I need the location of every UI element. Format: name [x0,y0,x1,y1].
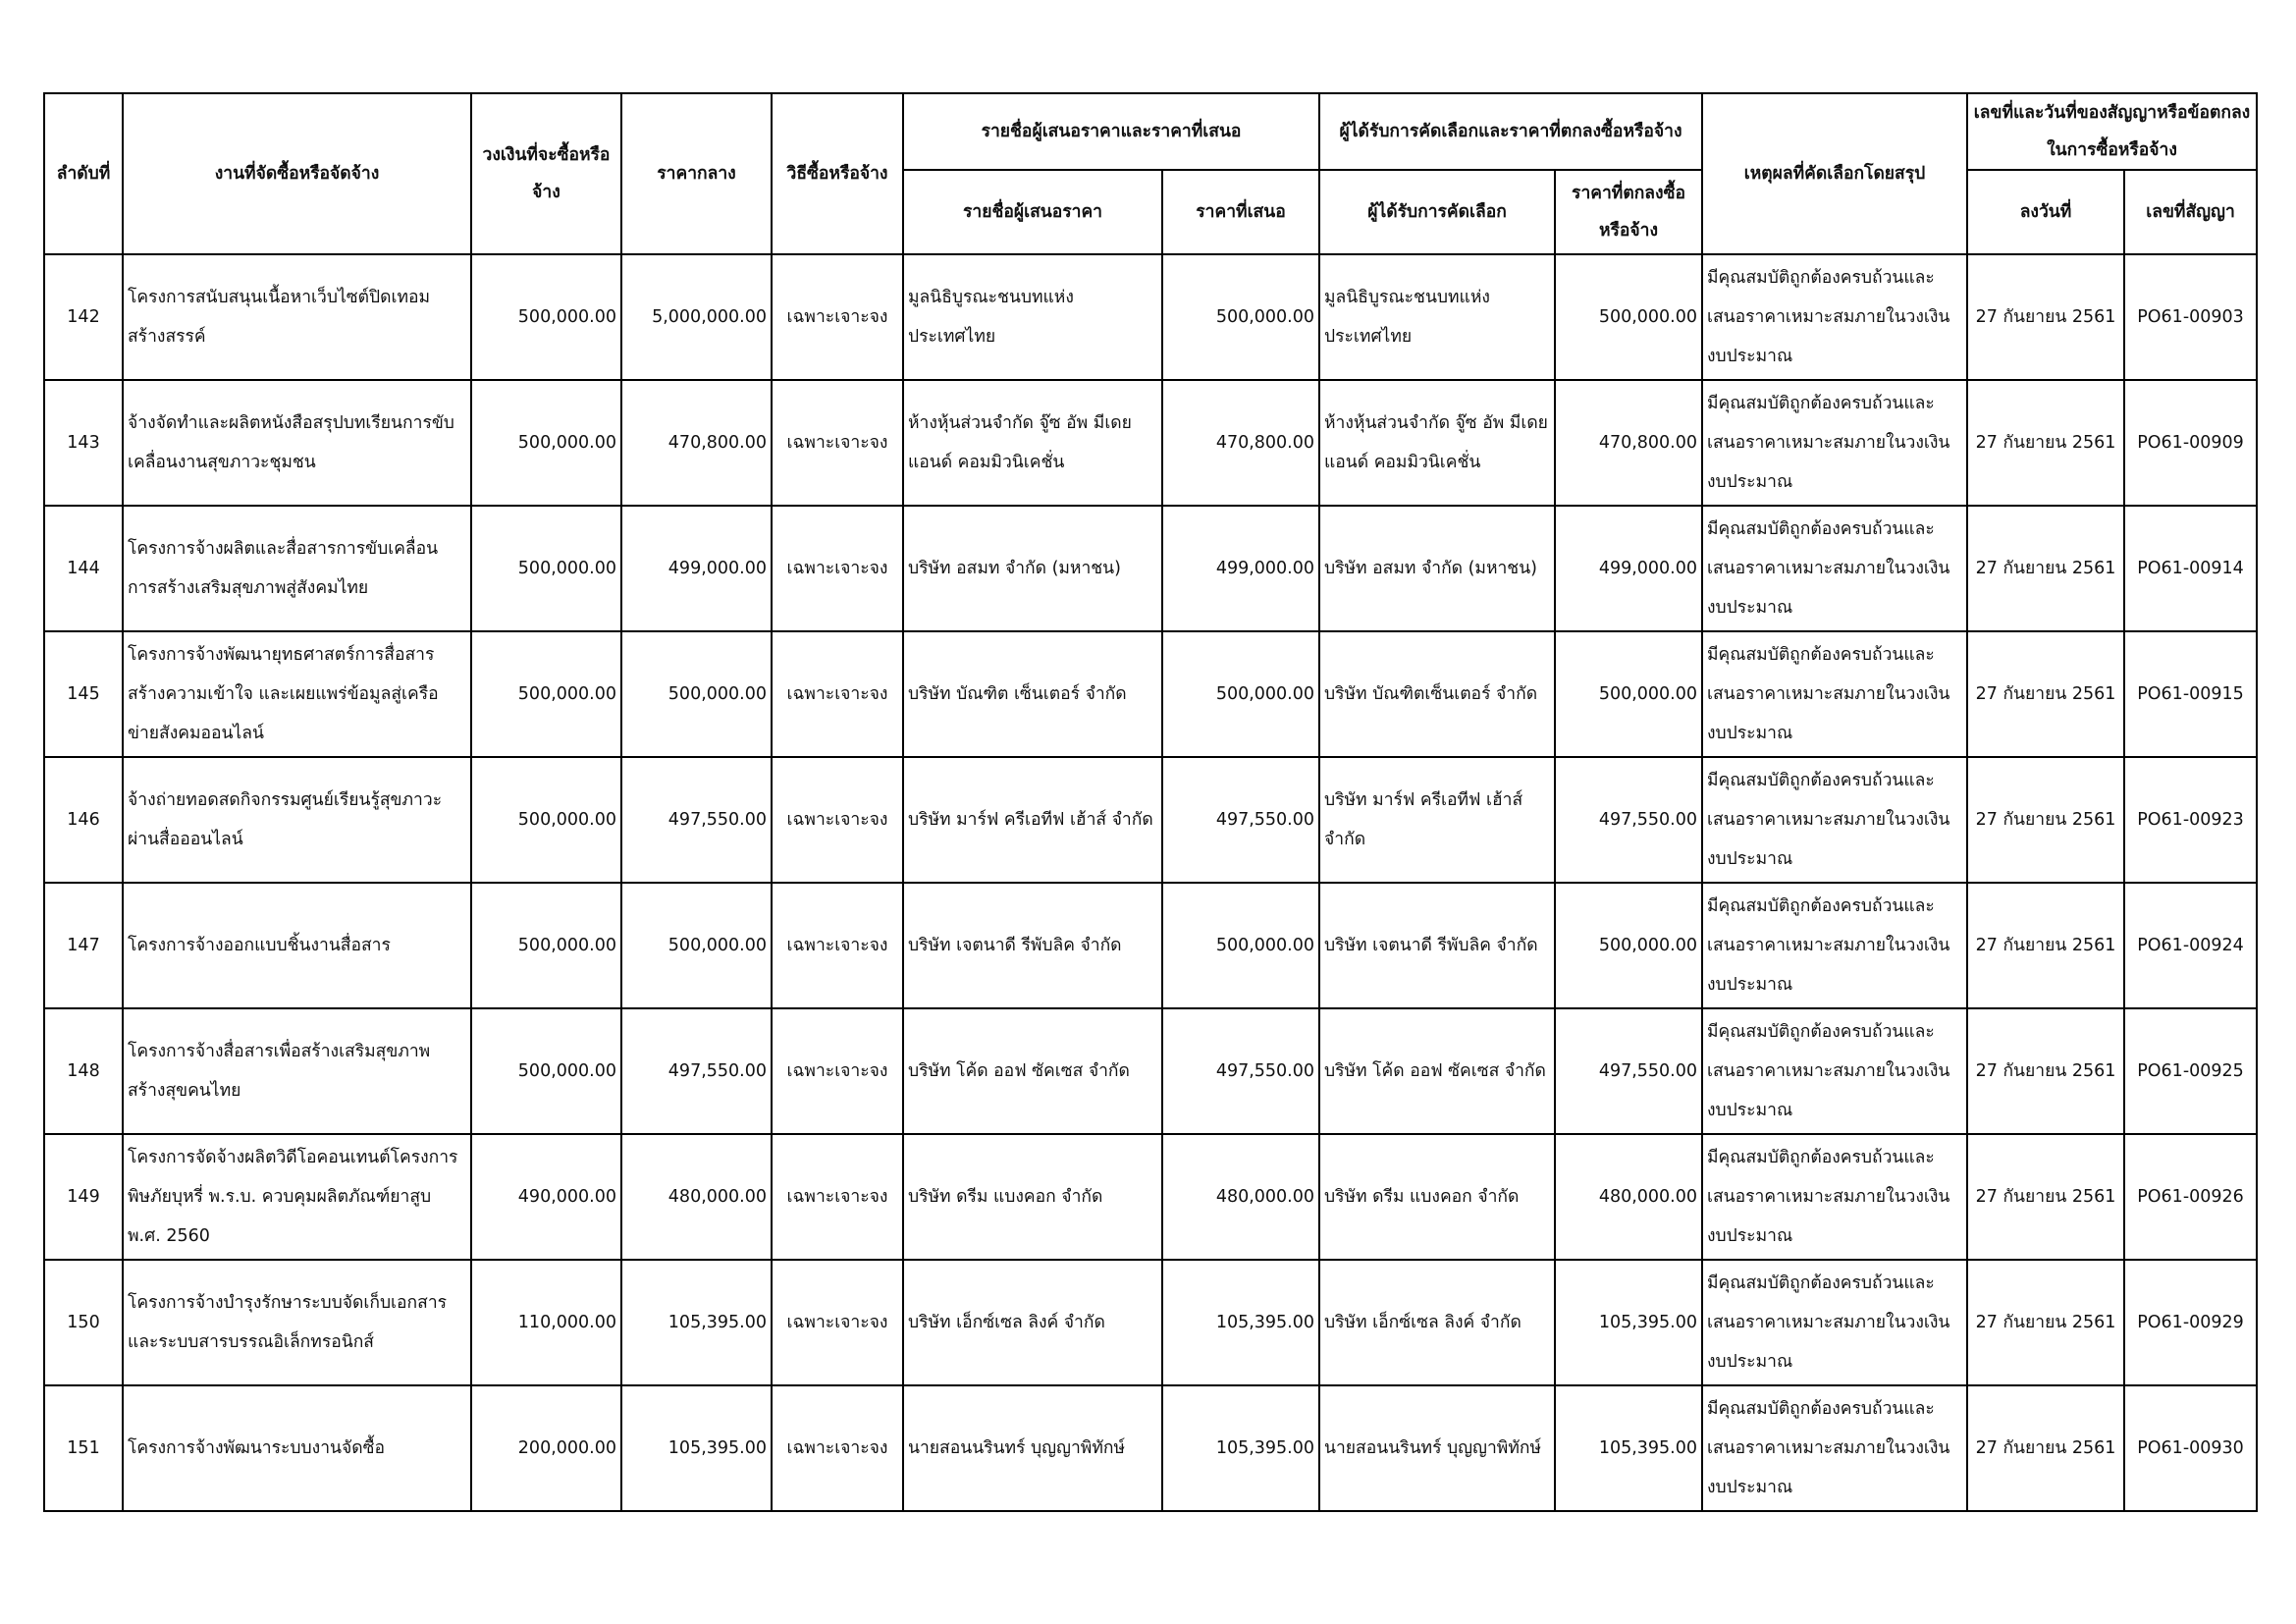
row-budget: 490,000.00 [471,1134,621,1260]
row-agreed-price: 500,000.00 [1555,254,1702,380]
row-work: จ้างถ่ายทอดสดกิจกรรมศูนย์เรียนรู้สุขภาวะผ่านสื่อออนไลน์ [123,757,471,883]
row-date: 27 กันยายน 2561 [1967,1134,2124,1260]
row-reason: มีคุณสมบัติถูกต้องครบถ้วนและเสนอราคาเหมาะสมภายในวงเงินงบประมาณ [1702,1134,1967,1260]
table-row [44,1008,2257,1134]
row-bidder: บริษัท เจตนาดี รีพับลิค จำกัด [903,883,1162,1008]
row-budget: 500,000.00 [471,506,621,631]
row-contract-no: PO61-00915 [2124,631,2257,757]
row-method: เฉพาะเจาะจง [772,883,903,1008]
row-date: 27 กันยายน 2561 [1967,1385,2124,1511]
table-row [44,254,2257,380]
table-row [44,883,2257,1008]
table-row [44,1385,2257,1511]
row-contract-no: PO61-00903 [2124,254,2257,380]
row-reason: มีคุณสมบัติถูกต้องครบถ้วนและเสนอราคาเหมาะสมภายในวงเงินงบประมาณ [1702,883,1967,1008]
row-no: 147 [44,883,123,1008]
row-bidder: บริษัท มาร์ฟ ครีเอทีฟ เฮ้าส์ จำกัด [903,757,1162,883]
procurement-table [43,92,2258,1512]
row-bid-price: 497,550.00 [1162,757,1319,883]
row-contract-no: PO61-00914 [2124,506,2257,631]
row-agreed-price: 480,000.00 [1555,1134,1702,1260]
row-date: 27 กันยายน 2561 [1967,1008,2124,1134]
row-work: โครงการจัดจ้างผลิตวิดีโอคอนเทนต์โครงการพิษภัยบุหรี่ พ.ร.บ. ควบคุมผลิตภัณฑ์ยาสูบ พ.ศ. 2560 [123,1134,471,1260]
row-reason: มีคุณสมบัติถูกต้องครบถ้วนและเสนอราคาเหมาะสมภายในวงเงินงบประมาณ [1702,380,1967,506]
row-agreed-price: 470,800.00 [1555,380,1702,506]
row-no: 150 [44,1260,123,1385]
header-method: วิธีซื้อหรือจ้าง [772,93,903,254]
row-bidder: บริษัท บัณฑิต เซ็นเตอร์ จำกัด [903,631,1162,757]
row-agreed-price: 499,000.00 [1555,506,1702,631]
row-reason: มีคุณสมบัติถูกต้องครบถ้วนและเสนอราคาเหมาะสมภายในวงเงินงบประมาณ [1702,631,1967,757]
row-method: เฉพาะเจาะจง [772,1134,903,1260]
row-budget: 110,000.00 [471,1260,621,1385]
row-agreed-price: 500,000.00 [1555,631,1702,757]
row-method: เฉพาะเจาะจง [772,631,903,757]
header-contract-group: เลขที่และวันที่ของสัญญาหรือข้อตกลงในการซื้อหรือจ้าง [1967,93,2257,170]
row-selected: บริษัท เจตนาดี รีพับลิค จำกัด [1319,883,1555,1008]
row-date: 27 กันยายน 2561 [1967,757,2124,883]
row-median-price: 105,395.00 [621,1260,772,1385]
header-bid-price: ราคาที่เสนอ [1162,170,1319,254]
table-header [44,93,2257,254]
table-row [44,631,2257,757]
header-contract-no: เลขที่สัญญา [2124,170,2257,254]
row-method: เฉพาะเจาะจง [772,254,903,380]
row-no: 146 [44,757,123,883]
row-reason: มีคุณสมบัติถูกต้องครบถ้วนและเสนอราคาเหมาะสมภายในวงเงินงบประมาณ [1702,1008,1967,1134]
row-bidder: ห้างหุ้นส่วนจำกัด จู๊ซ อัพ มีเดย แอนด์ คอมมิวนิเคชั่น [903,380,1162,506]
row-no: 142 [44,254,123,380]
row-no: 145 [44,631,123,757]
row-date: 27 กันยายน 2561 [1967,254,2124,380]
row-method: เฉพาะเจาะจง [772,757,903,883]
row-no: 144 [44,506,123,631]
row-median-price: 497,550.00 [621,1008,772,1134]
table-row [44,380,2257,506]
row-work: จ้างจัดทำและผลิตหนังสือสรุปบทเรียนการขับเคลื่อนงานสุขภาวะชุมชน [123,380,471,506]
row-budget: 500,000.00 [471,1008,621,1134]
header-agreed-price: ราคาที่ตกลงซื้อหรือจ้าง [1555,170,1702,254]
table-row [44,757,2257,883]
row-agreed-price: 497,550.00 [1555,1008,1702,1134]
row-selected: บริษัท โค้ด ออฟ ซัคเซส จำกัด [1319,1008,1555,1134]
row-bid-price: 499,000.00 [1162,506,1319,631]
table-row [44,1134,2257,1260]
row-median-price: 480,000.00 [621,1134,772,1260]
header-bidders-group: รายชื่อผู้เสนอราคาและราคาที่เสนอ [903,93,1319,170]
header-date: ลงวันที่ [1967,170,2124,254]
row-bid-price: 470,800.00 [1162,380,1319,506]
row-contract-no: PO61-00924 [2124,883,2257,1008]
row-bidder: มูลนิธิบูรณะชนบทแห่งประเทศไทย [903,254,1162,380]
row-selected: บริษัท ดรีม แบงคอก จำกัด [1319,1134,1555,1260]
row-reason: มีคุณสมบัติถูกต้องครบถ้วนและเสนอราคาเหมาะสมภายในวงเงินงบประมาณ [1702,757,1967,883]
row-selected: นายสอนนรินทร์ บุญญาพิทักษ์ [1319,1385,1555,1511]
procurement-table-container [43,92,2256,1512]
header-bidder-name: รายชื่อผู้เสนอราคา [903,170,1162,254]
row-bid-price: 105,395.00 [1162,1260,1319,1385]
row-work: โครงการจ้างผลิตและสื่อสารการขับเคลื่อนการสร้างเสริมสุขภาพสู่สังคมไทย [123,506,471,631]
header-work: งานที่จัดซื้อหรือจัดจ้าง [123,93,471,254]
row-budget: 500,000.00 [471,757,621,883]
row-selected: ห้างหุ้นส่วนจำกัด จู๊ซ อัพ มีเดย แอนด์ คอมมิวนิเคชั่น [1319,380,1555,506]
row-work: โครงการจ้างออกแบบชิ้นงานสื่อสาร [123,883,471,1008]
row-work: โครงการสนับสนุนเนื้อหาเว็บไซต์ปิดเทอมสร้างสรรค์ [123,254,471,380]
row-work: โครงการจ้างบำรุงรักษาระบบจัดเก็บเอกสารและระบบสารบรรณอิเล็กทรอนิกส์ [123,1260,471,1385]
row-bid-price: 480,000.00 [1162,1134,1319,1260]
row-median-price: 105,395.00 [621,1385,772,1511]
row-contract-no: PO61-00923 [2124,757,2257,883]
row-bidder: บริษัท อสมท จำกัด (มหาชน) [903,506,1162,631]
row-bid-price: 500,000.00 [1162,254,1319,380]
row-bid-price: 497,550.00 [1162,1008,1319,1134]
row-agreed-price: 497,550.00 [1555,757,1702,883]
header-reason: เหตุผลที่คัดเลือกโดยสรุป [1702,93,1967,254]
table-row [44,1260,2257,1385]
row-method: เฉพาะเจาะจง [772,1260,903,1385]
row-budget: 500,000.00 [471,631,621,757]
row-agreed-price: 105,395.00 [1555,1385,1702,1511]
row-bid-price: 500,000.00 [1162,883,1319,1008]
row-method: เฉพาะเจาะจง [772,506,903,631]
row-selected: มูลนิธิบูรณะชนบทแห่งประเทศไทย [1319,254,1555,380]
header-selected-name: ผู้ได้รับการคัดเลือก [1319,170,1555,254]
row-selected: บริษัท เอ็กซ์เซล ลิงค์ จำกัด [1319,1260,1555,1385]
row-date: 27 กันยายน 2561 [1967,506,2124,631]
row-no: 148 [44,1008,123,1134]
row-bidder: บริษัท เอ็กซ์เซล ลิงค์ จำกัด [903,1260,1162,1385]
row-contract-no: PO61-00929 [2124,1260,2257,1385]
row-reason: มีคุณสมบัติถูกต้องครบถ้วนและเสนอราคาเหมาะสมภายในวงเงินงบประมาณ [1702,1260,1967,1385]
row-median-price: 5,000,000.00 [621,254,772,380]
row-budget: 500,000.00 [471,254,621,380]
row-date: 27 กันยายน 2561 [1967,631,2124,757]
row-date: 27 กันยายน 2561 [1967,380,2124,506]
row-work: โครงการจ้างสื่อสารเพื่อสร้างเสริมสุขภาพสร้างสุขคนไทย [123,1008,471,1134]
row-budget: 500,000.00 [471,883,621,1008]
row-bidder: บริษัท ดรีม แบงคอก จำกัด [903,1134,1162,1260]
row-contract-no: PO61-00925 [2124,1008,2257,1134]
row-selected: บริษัท มาร์ฟ ครีเอทีฟ เฮ้าส์ จำกัด [1319,757,1555,883]
row-contract-no: PO61-00930 [2124,1385,2257,1511]
row-median-price: 497,550.00 [621,757,772,883]
row-median-price: 499,000.00 [621,506,772,631]
row-date: 27 กันยายน 2561 [1967,883,2124,1008]
row-reason: มีคุณสมบัติถูกต้องครบถ้วนและเสนอราคาเหมาะสมภายในวงเงินงบประมาณ [1702,1385,1967,1511]
row-reason: มีคุณสมบัติถูกต้องครบถ้วนและเสนอราคาเหมาะสมภายในวงเงินงบประมาณ [1702,506,1967,631]
row-no: 151 [44,1385,123,1511]
row-reason: มีคุณสมบัติถูกต้องครบถ้วนและเสนอราคาเหมาะสมภายในวงเงินงบประมาณ [1702,254,1967,380]
row-median-price: 500,000.00 [621,883,772,1008]
row-contract-no: PO61-00909 [2124,380,2257,506]
row-agreed-price: 105,395.00 [1555,1260,1702,1385]
row-median-price: 500,000.00 [621,631,772,757]
header-budget: วงเงินที่จะซื้อหรือจ้าง [471,93,621,254]
table-body [44,254,2257,1511]
header-median-price: ราคากลาง [621,93,772,254]
row-bid-price: 105,395.00 [1162,1385,1319,1511]
row-bidder: บริษัท โค้ด ออฟ ซัคเซส จำกัด [903,1008,1162,1134]
header-selected-group: ผู้ได้รับการคัดเลือกและราคาที่ตกลงซื้อหรือจ้าง [1319,93,1702,170]
row-median-price: 470,800.00 [621,380,772,506]
row-bidder: นายสอนนรินทร์ บุญญาพิทักษ์ [903,1385,1162,1511]
row-work: โครงการจ้างพัฒนาระบบงานจัดซื้อ [123,1385,471,1511]
row-selected: บริษัท อสมท จำกัด (มหาชน) [1319,506,1555,631]
row-agreed-price: 500,000.00 [1555,883,1702,1008]
row-method: เฉพาะเจาะจง [772,1385,903,1511]
table-row [44,506,2257,631]
row-no: 149 [44,1134,123,1260]
row-budget: 200,000.00 [471,1385,621,1511]
row-budget: 500,000.00 [471,380,621,506]
row-bid-price: 500,000.00 [1162,631,1319,757]
row-date: 27 กันยายน 2561 [1967,1260,2124,1385]
row-method: เฉพาะเจาะจง [772,1008,903,1134]
row-contract-no: PO61-00926 [2124,1134,2257,1260]
header-no: ลำดับที่ [44,93,123,254]
row-selected: บริษัท บัณฑิตเซ็นเตอร์ จำกัด [1319,631,1555,757]
row-no: 143 [44,380,123,506]
row-method: เฉพาะเจาะจง [772,380,903,506]
row-work: โครงการจ้างพัฒนายุทธศาสตร์การสื่อสารสร้างความเข้าใจ และเผยแพร่ข้อมูลสู่เครือข่ายสังคมออนไลน์ [123,631,471,757]
